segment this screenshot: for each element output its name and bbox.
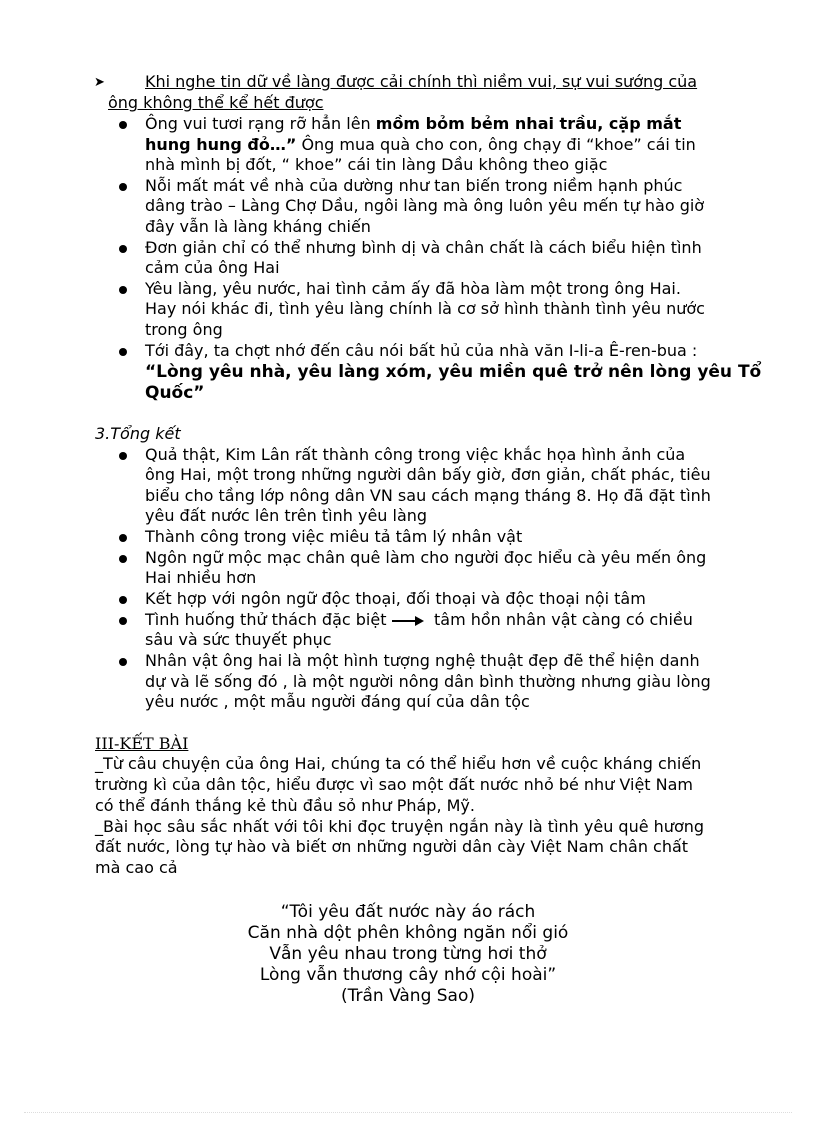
list-item-line: Tình huống thử thách đặc biệt <box>145 610 387 629</box>
paragraph-line: _Bài học sâu sắc nhất với tôi khi đọc truyện ngắn này là tình yêu quê hương <box>95 817 705 836</box>
bullet-dot-icon <box>119 121 127 129</box>
list-item-line: cảm của ông Hai <box>145 258 280 277</box>
bullet-dot-icon <box>119 555 127 563</box>
famous-quote-line: Quốc” <box>145 383 205 403</box>
paragraph-line: trường kì của dân tộc, hiểu được vì sao một đất nước nhỏ bé như Việt Nam <box>95 775 694 794</box>
list-item-text: Ông vui tươi rạng rỡ hẳn lên <box>145 114 376 133</box>
quote-bold: mồm bỏm bẻm nhai trầu, cặp mắt <box>375 114 682 133</box>
list-item-line: yêu nước , một mẫu người đáng quí của dân tộc <box>145 692 530 711</box>
bullet-dot-icon <box>119 245 127 253</box>
right-arrow-icon <box>391 615 425 627</box>
paragraph-line: đất nước, lòng tự hào và biết ơn những người dân cày Việt Nam chân chất <box>95 837 689 856</box>
list-item-line: Quả thật, Kim Lân rất thành công trong việc khắc họa hình ảnh của <box>145 445 686 464</box>
poem-line: “Tôi yêu đất nước này áo rách <box>280 902 536 922</box>
list-item-line: biểu cho tầng lớp nông dân VN sau cách mạng tháng 8. Họ đã đặt tình <box>145 486 711 505</box>
list-item-line: Thành công trong việc miêu tả tâm lý nhân vật <box>145 527 523 546</box>
famous-quote-line: “Lòng yêu nhà, yêu làng xóm, yêu miền quê trở nên lòng yêu Tổ <box>145 362 762 382</box>
bullet-dot-icon <box>119 183 127 191</box>
bullet-dot-icon <box>119 534 127 542</box>
list-item-line: Ngôn ngữ mộc mạc chân quê làm cho người đọc hiểu cà yêu mến ông <box>145 548 707 567</box>
quote-bold: hung hung đỏ…” <box>145 135 297 154</box>
bullet-dot-icon <box>119 596 127 604</box>
bullet-dot-icon <box>119 286 127 294</box>
bullet-dot-icon <box>119 348 127 356</box>
list-item-line: yêu đất nước lên trên tình yêu làng <box>145 506 428 525</box>
section-heading-line-1: Khi nghe tin dữ về làng được cải chính thì niềm vui, sự vui sướng của <box>145 72 698 91</box>
list-item-line: Hai nhiều hơn <box>145 568 257 587</box>
section-heading: 3.Tổng kết <box>95 424 181 443</box>
list-item-line: Yêu làng, yêu nước, hai tình cảm ấy đã hòa làm một trong ông Hai. <box>145 279 681 298</box>
list-item-line: nhà mình bị đốt, “ khoe” cái tin làng Dầu không theo giặc <box>145 155 608 174</box>
poem-line: Vẫn yêu nhau trong từng hơi thở <box>269 944 547 964</box>
list-item-line <box>145 114 681 134</box>
list-item-line: dâng trào – Làng Chợ Dầu, ngôi làng mà ông luôn yêu mến tự hào giờ <box>145 196 705 215</box>
list-item-line <box>145 135 696 155</box>
poem-line: Căn nhà dột phên không ngăn nổi gió <box>247 923 569 943</box>
list-item-line: đây vẫn là làng kháng chiến <box>145 217 371 236</box>
poem-line: Lòng vẫn thương cây nhớ cội hoài” <box>259 965 557 985</box>
list-item-line: ông Hai, một trong những người dân bấy giờ, đơn giản, chất phác, tiêu <box>145 465 711 484</box>
list-item-text: Ông mua quà cho con, ông chạy đi “khoe” cái tin <box>296 135 696 154</box>
bullet-dot-icon <box>119 452 127 460</box>
list-item-line: dự và lẽ sống đó , là một người nông dân bình thường nhưng giàu lòng <box>145 672 711 691</box>
list-item-line: Tới đây, ta chợt nhớ đến câu nói bất hủ của nhà văn I-li-a Ê-ren-bua : <box>145 341 698 360</box>
list-item-line: Đơn giản chỉ có thể nhưng bình dị và chân chất là cách biểu hiện tình <box>145 238 702 257</box>
bullet-dot-icon <box>119 617 127 625</box>
list-item-line: trong ông <box>145 320 223 339</box>
list-item-line: Nỗi mất mát về nhà của dường như tan biến trong niềm hạnh phúc <box>145 176 683 195</box>
paragraph-line: có thể đánh thắng kẻ thù đầu sỏ như Pháp, Mỹ. <box>95 796 475 815</box>
poem-author: (Trần Vàng Sao) <box>340 986 476 1006</box>
section-heading: III-KẾT BÀI <box>95 734 189 753</box>
list-item-line: tâm hồn nhân vật càng có chiều <box>434 610 693 629</box>
list-item-line: sâu và sức thuyết phục <box>145 630 332 649</box>
list-item-line: Nhân vật ông hai là một hình tượng nghệ thuật đẹp đẽ thể hiện danh <box>145 651 700 670</box>
list-item-line: Hay nói khác đi, tình yêu làng chính là cơ sở hình thành tình yêu nước <box>145 299 705 318</box>
arrowhead-bullet-icon: ➤ <box>94 75 105 90</box>
footer-divider <box>24 1112 792 1113</box>
paragraph-line: mà cao cả <box>95 858 178 877</box>
list-item-line: Kết hợp với ngôn ngữ độc thoại, đối thoại và độc thoại nội tâm <box>145 589 646 608</box>
section-heading-line-2: ông không thể kể hết được <box>108 93 324 112</box>
bullet-dot-icon <box>119 658 127 666</box>
paragraph-line: _Từ câu chuyện của ông Hai, chúng ta có thể hiểu hơn về cuộc kháng chiến <box>95 754 702 773</box>
